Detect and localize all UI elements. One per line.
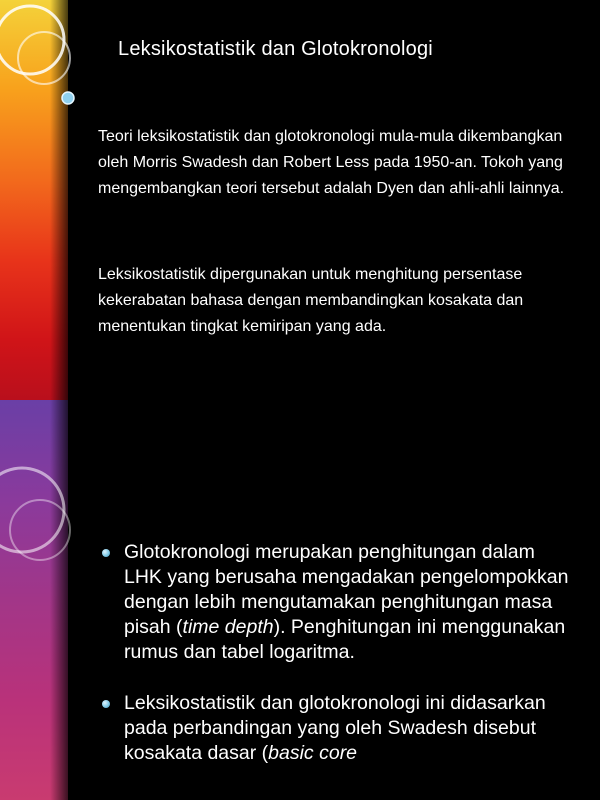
bullet-text: Leksikostatistik dan glotokronologi ini didasarkan pada perbandingan yang oleh Swadesh disebut kosakata dasar (basic core [124,692,546,764]
bullet-icon [102,549,110,557]
decorative-rings [0,0,120,140]
bullet-icon [102,700,110,708]
paragraph-2: Leksikostatistik dipergunakan untuk menghitung persentase kekerabatan bahasa dengan membandingkan kosakata dan menentukan tingkat kemiripan yang ada. [98,266,524,335]
paragraph-1: Teori leksikostatistik dan glotokronologi mula-mula dikembangkan oleh Morris Swadesh dan Robert Less pada 1950-an. Tokoh yang mengembangkan teori tersebut adalah Dyen dan ahli-ahli lainnya. [98,128,565,197]
bullet-list [100,540,570,792]
slide-2 [0,400,600,800]
list-item [100,691,570,766]
list-item [100,540,570,665]
bullet-text: Glotokronologi merupakan penghitungan dalam LHK yang berusaha mengadakan pengelompokkan dengan lebih mengutamakan penghitungan masa pisah (time depth). Penghitungan ini menggunakan rumus dan tabel logaritma. [124,541,569,663]
slide-title: Leksikostatistik dan Glotokronologi [118,38,433,60]
